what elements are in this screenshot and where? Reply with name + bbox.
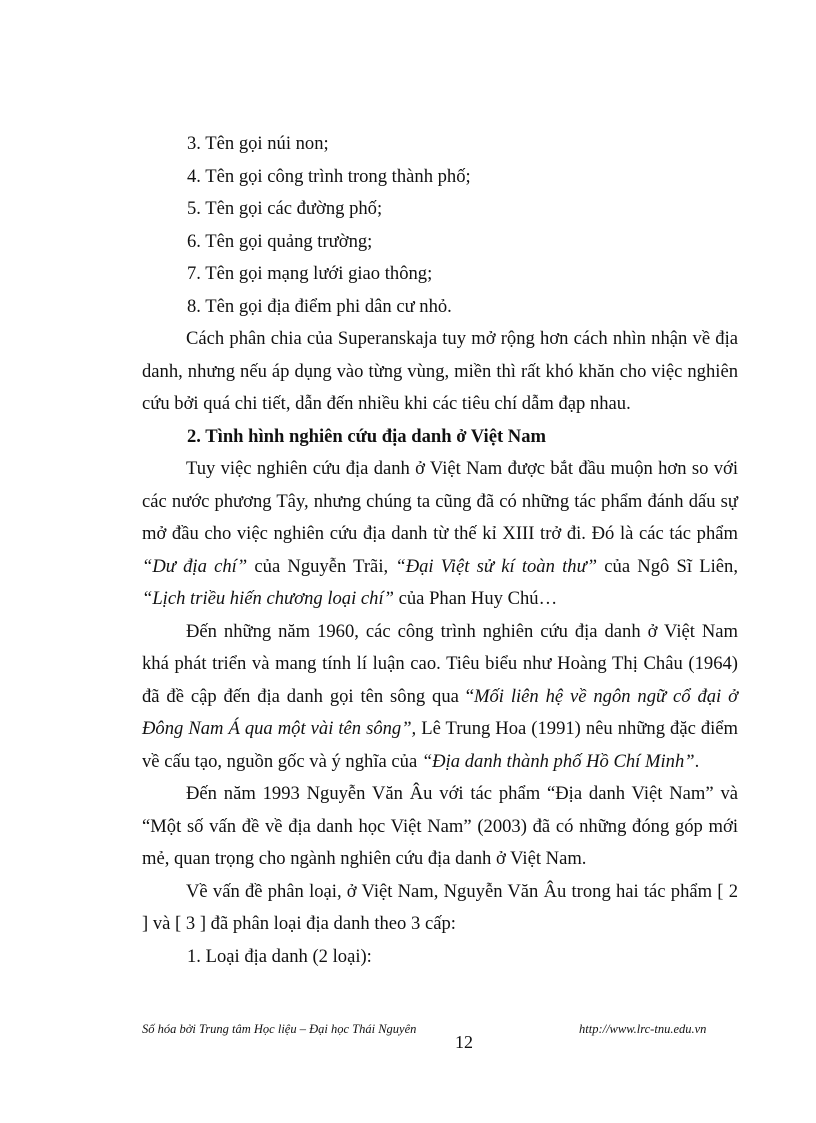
text-run: Đến những năm 1960, các công trình nghiên cứu địa danh ở Việt Nam khá phát triển và mang tính lí luận cao. Tiêu biểu như Hoàng Thị Châu (1964) đã đề cập đến địa danh gọi tên sông qua “: [142, 620, 738, 707]
text-run: của Nguyễn Trãi,: [247, 555, 396, 577]
work-title: “Đại Việt sử kí toàn thư”: [395, 555, 598, 577]
page-number: 12: [455, 1032, 473, 1052]
page-body: [142, 128, 738, 973]
paragraph-superanskaja: Cách phân chia của Superanskaja tuy mở rộng hơn cách nhìn nhận về địa danh, nhưng nếu áp dụng vào từng vùng, miền thì rất khó khăn cho việc nghiên cứu bởi quá chi tiết, dẫn đến nhiều khi các tiêu chí dẫm đạp nhau.: [142, 328, 738, 414]
work-title: Mối liên hệ về ngôn ngữ cổ đại ở Đông Nam Á qua một vài tên sông”,: [142, 685, 738, 739]
section-heading: 2. Tình hình nghiên cứu địa danh ở Việt Nam: [187, 425, 547, 447]
work-title: “Địa danh thành phố Hồ Chí Minh”: [421, 750, 695, 772]
list-item: 4. Tên gọi công trình trong thành phố;: [187, 165, 471, 187]
paragraph-history: [142, 453, 738, 616]
list-item: 8. Tên gọi địa điểm phi dân cư nhỏ.: [187, 295, 452, 317]
work-title: “Lịch triều hiến chương loại chí”: [142, 588, 394, 609]
footer-url: http://www.lrc-tnu.edu.vn: [579, 1022, 707, 1036]
list-item: 1. Loại địa danh (2 loại):: [187, 945, 372, 967]
list-item: 3. Tên gọi núi non;: [187, 133, 329, 154]
footer-source: Số hóa bởi Trung tâm Học liệu – Đại học Thái Nguyên: [142, 1022, 417, 1036]
text-run: của Phan Huy Chú…: [393, 588, 558, 609]
text-run: Lê Trung Hoa (1991) nêu những đặc điểm về cấu tạo, nguồn gốc và ý nghĩa của: [142, 718, 739, 772]
text-run: .: [694, 750, 700, 772]
paragraph-1960s: [142, 616, 738, 779]
work-title: “Dư địa chí”: [142, 555, 248, 577]
list-item: 6. Tên gọi quảng trường;: [187, 230, 373, 252]
text-run: của Ngô Sĩ Liên,: [597, 555, 738, 577]
list-item: 5. Tên gọi các đường phố;: [187, 198, 383, 219]
paragraph-classification: Về vấn đề phân loại, ở Việt Nam, Nguyễn Văn Âu trong hai tác phẩm [ 2 ] và [ 3 ] đã phân loại địa danh theo 3 cấp:: [142, 880, 738, 934]
paragraph-1993: Đến năm 1993 Nguyễn Văn Âu với tác phẩm “Địa danh Việt Nam” và “Một số vấn đề về địa danh học Việt Nam” (2003) đã có những đóng góp mới mẻ, quan trọng cho ngành nghiên cứu địa danh ở Việt Nam.: [142, 783, 738, 869]
text-run: Tuy việc nghiên cứu địa danh ở Việt Nam được bắt đầu muộn hơn so với các nước phương Tây, nhưng chúng ta cũng đã có những tác phẩm đánh dấu sự mở đầu cho việc nghiên cứu địa danh từ thế kỉ XIII trở đi. Đó là các tác phẩm: [142, 458, 738, 544]
list-item: 7. Tên gọi mạng lưới giao thông;: [187, 263, 433, 284]
